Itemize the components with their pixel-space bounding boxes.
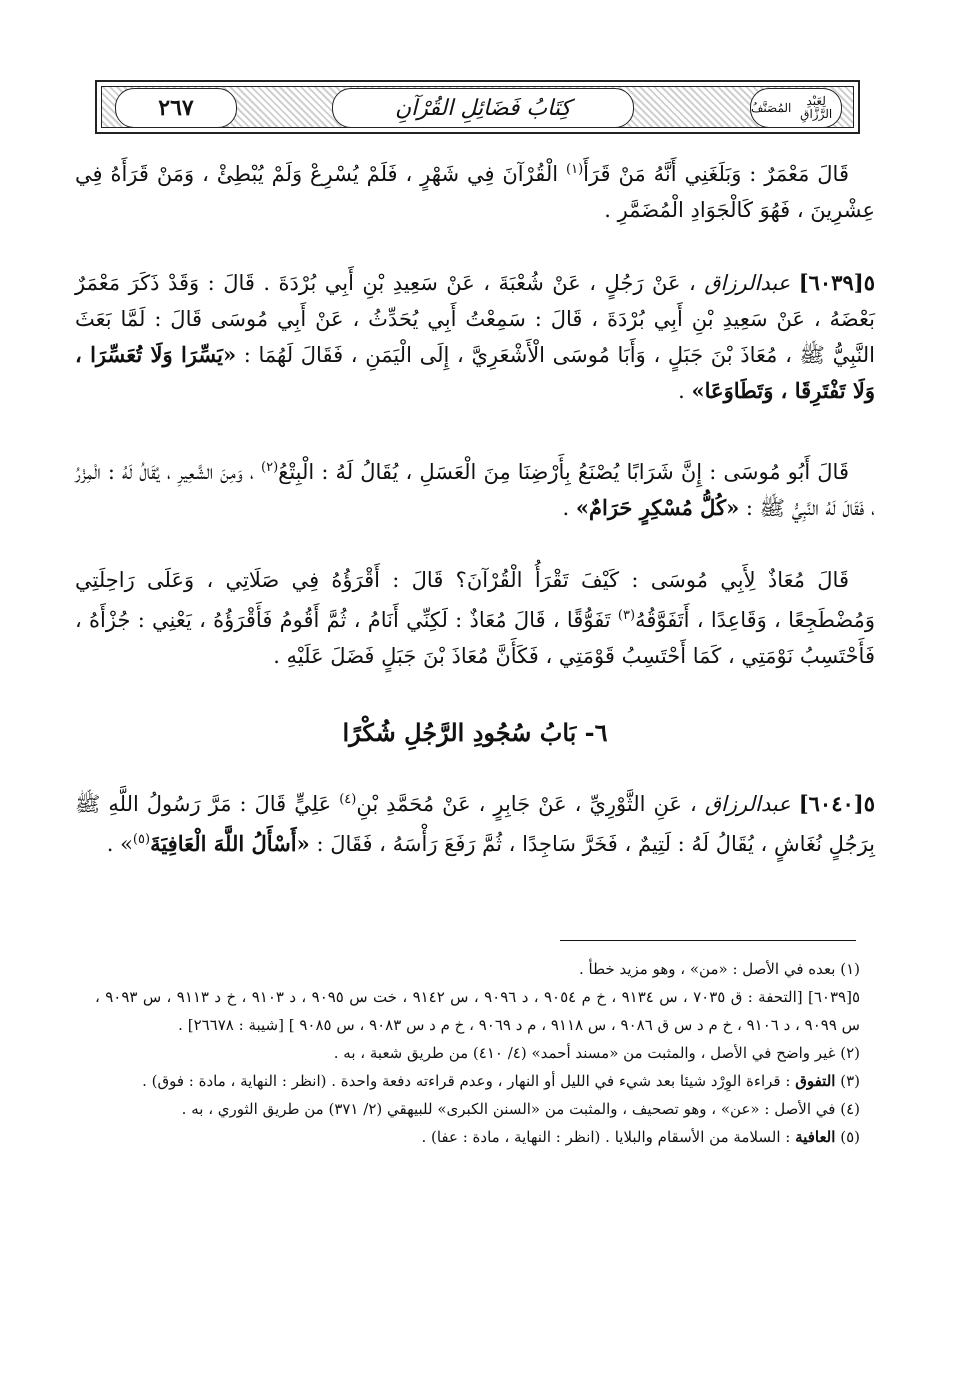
running-title: كِتَابُ فَضَائِلِ القُرْآنِ (332, 88, 634, 128)
footnote-5: (٥) العافية : السلامة من الأسقام والبلايا . (انظر : النهاية ، مادة : عفا) . (421, 1128, 860, 1146)
prophetic-quote: «أَسْأَلُ اللَّهَ الْعَافِيَةَ (150, 831, 310, 856)
footnote-ref-3: (٣) (617, 608, 636, 623)
paragraph-muadh: قَالَ مُعَاذٌ لِأَبِي مُوسَى : كَيْفَ تَقْرَأُ الْقُرْآنَ؟ قَالَ : أَقْرَؤُهُ فِي صَلَاتِي ، وَعَلَى رَاحِلَتِي وَمُضْطَجِعًا ، وَقَاعِدًا ، أَتَفَوَّقُهُ$^{(٣)}$ تَفَوُّقًا ، قَالَ مُعَاذٌ : لَكِنِّي أَنَامُ ، ثُمَّ أَقُومُ فَأَقْرَؤُهُ ، يَعْنِي : جُزْأَهُ ، فَأَحْتَسِبُ نَوْمَتِي ، كَمَا أَحْتَسِبُ قَوْمَتِي ، فَكَأَنَّ مُعَاذَ بْنَ جَبَلٍ فَضَلَ عَلَيْهِ . (75, 568, 875, 668)
paragraph-abu-musa: قَالَ أَبُو مُوسَى : إِنَّ شَرَابًا يُصْنَعُ بِأَرْضِنَا مِنَ الْعَسَلِ ، يُقَالُ لَهُ : الْبِتْعُ$^{(٢)}$ ، وَمِنَ الشَّعِيرِ ، يُقَالُ لَهُ : الْمِزْرُ ، فَقَالَ لَهُ النَّبِيُّ ﷺ : «كُلُّ مُسْكِرٍ حَرَامٌ» . (75, 460, 875, 520)
footnote-term: التفوق (795, 1072, 836, 1090)
hadith-number: ٥[٦٠٤٠] (798, 791, 875, 816)
footnote-ref-1: (١) (566, 162, 584, 177)
hadith-6039: ٥[٦٠٣٩] عبدالرزاق ، عَنْ رَجُلٍ ، عَنْ شُعْبَةَ ، عَنْ سَعِيدِ بْنِ أَبِي بُرْدَةَ . قَالَ : وَقَدْ ذَكَرَ مَعْمَرٌ بَعْضَهُ ، عَنْ سَعِيدِ بْنِ أَبِي بُرْدَةَ ، قَالَ : سَمِعْتُ أَبِي يُحَدِّثُ ، عَنْ أَبِي مُوسَى قَالَ : لَمَّا بَعَثَ النَّبِيُّ ﷺ ، مُعَاذَ بْنَ جَبَلٍ ، وَأَبَا مُوسَى الْأَشْعَرِيَّ ، إِلَى الْيَمَنِ ، فَقَالَ لَهُمَا : «يَسِّرَا وَلَا تُعَسِّرَا ، وَلَا تَفْتَرِقَا ، وَتَطَاوَعَا» . (75, 270, 875, 403)
footnote-2: (٢) غير واضح في الأصل ، والمثبت من «مسند أحمد» (٤/ ٤١٠) من طريق شعبة ، به . (333, 1044, 860, 1062)
book-logo (750, 88, 842, 128)
narrator-author: عبدالرزاق (704, 271, 791, 295)
logo-line-1: المُصَنَّفُ (751, 100, 792, 115)
footnote-3: (٣) التفوق : قراءة الوِرْد شيئا بعد شيء في الليل أو النهار ، وعدم قراءته دفعة واحدة . (انظر : النهاية ، مادة : فوق) . (142, 1072, 860, 1090)
footnote-1: (١) بعده في الأصل : «من» ، وهو مزيد خطأ . (579, 960, 860, 978)
page-number: ٢٦٧ (115, 88, 237, 128)
chapter-heading: ٦- بَابُ سُجُودِ الرَّجُلِ شُكْرًا (342, 718, 608, 747)
prophetic-quote: «يَسِّرَا وَلَا تُعَسِّرَا ، وَلَا تَفْتَرِقَا ، وَتَطَاوَعَا» (75, 342, 875, 403)
page-header (95, 80, 860, 134)
footnote-ref-2: (٢) (261, 460, 279, 475)
footnote-separator (560, 940, 856, 941)
hadith-number: ٥[٦٠٣٩] (798, 270, 875, 295)
prophetic-quote: «كُلُّ مُسْكِرٍ حَرَامٌ» (575, 495, 740, 520)
narrator-author: عبدالرزاق (704, 792, 791, 816)
footnote-ref-5: (٥) (132, 832, 151, 847)
footnote-term: العافية (795, 1128, 836, 1146)
footnotes (95, 955, 860, 1151)
footnote-4: (٤) في الأصل : «عن» ، وهو تصحيف ، والمثبت من «السنن الكبرى» للبيهقي (٢/ ٣٧١) من طريق الثوري ، به . (181, 1100, 860, 1118)
footnote-takhrij-6039: ٥[٦٠٣٩] [التحفة : ق ٧٠٣٥ ، س ٩١٣٤ ، خ م ٩٠٥٤ ، د ٩٠٩٦ ، س ٩١٤٢ ، خت س ٩٠٩٥ ، د ٩١٠٣ ، خ د ٩١١٣ ، س ٩٠٩٣ ، س ٩٠٩٩ ، د ٩١٠٦ ، خ م د س ق ٩٠٨٦ ، س ٩١١٨ ، م د ٩٠٦٩ ، خ م د س ٩٠٨٣ ، س ٩٠٨٥ ] [شيبة : ٢٦٦٧٨] . (95, 988, 860, 1034)
hadith-6040: ٥[٦٠٤٠] عبدالرزاق ، عَنِ الثَّوْرِيِّ ، عَنْ جَابِرٍ ، عَنْ مُحَمَّدِ بْنِ$^{(٤)}$ عَلِيٍّ قَالَ : مَرَّ رَسُولُ اللَّهِ ﷺ بِرَجُلٍ نُغَاشٍ ، يُقَالُ لَهُ : لَتِيمٌ ، فَخَرَّ سَاجِدًا ، ثُمَّ رَفَعَ رَأْسَهُ ، فَقَالَ : «أَسْأَلُ اللَّهَ الْعَافِيَةَ$^{(٥)}$» . (75, 791, 875, 856)
paragraph-mamar: قَالَ مَعْمَرٌ : وَبَلَغَنِي أَنَّهُ مَنْ قَرَأَ$^{(١)}$ الْقُرْآنَ فِي شَهْرٍ ، فَلَمْ يُسْرِعْ وَلَمْ يُبْطِئْ ، وَمَنْ قَرَأَهُ فِي عِشْرِينَ ، فَهُوَ كَالْجَوَادِ الْمُضَمَّرِ . (75, 162, 875, 222)
footnote-ref-4: (٤) (339, 792, 357, 807)
logo-line-2: لِعَبْدِ الرَّزَّاقِ (800, 94, 833, 121)
